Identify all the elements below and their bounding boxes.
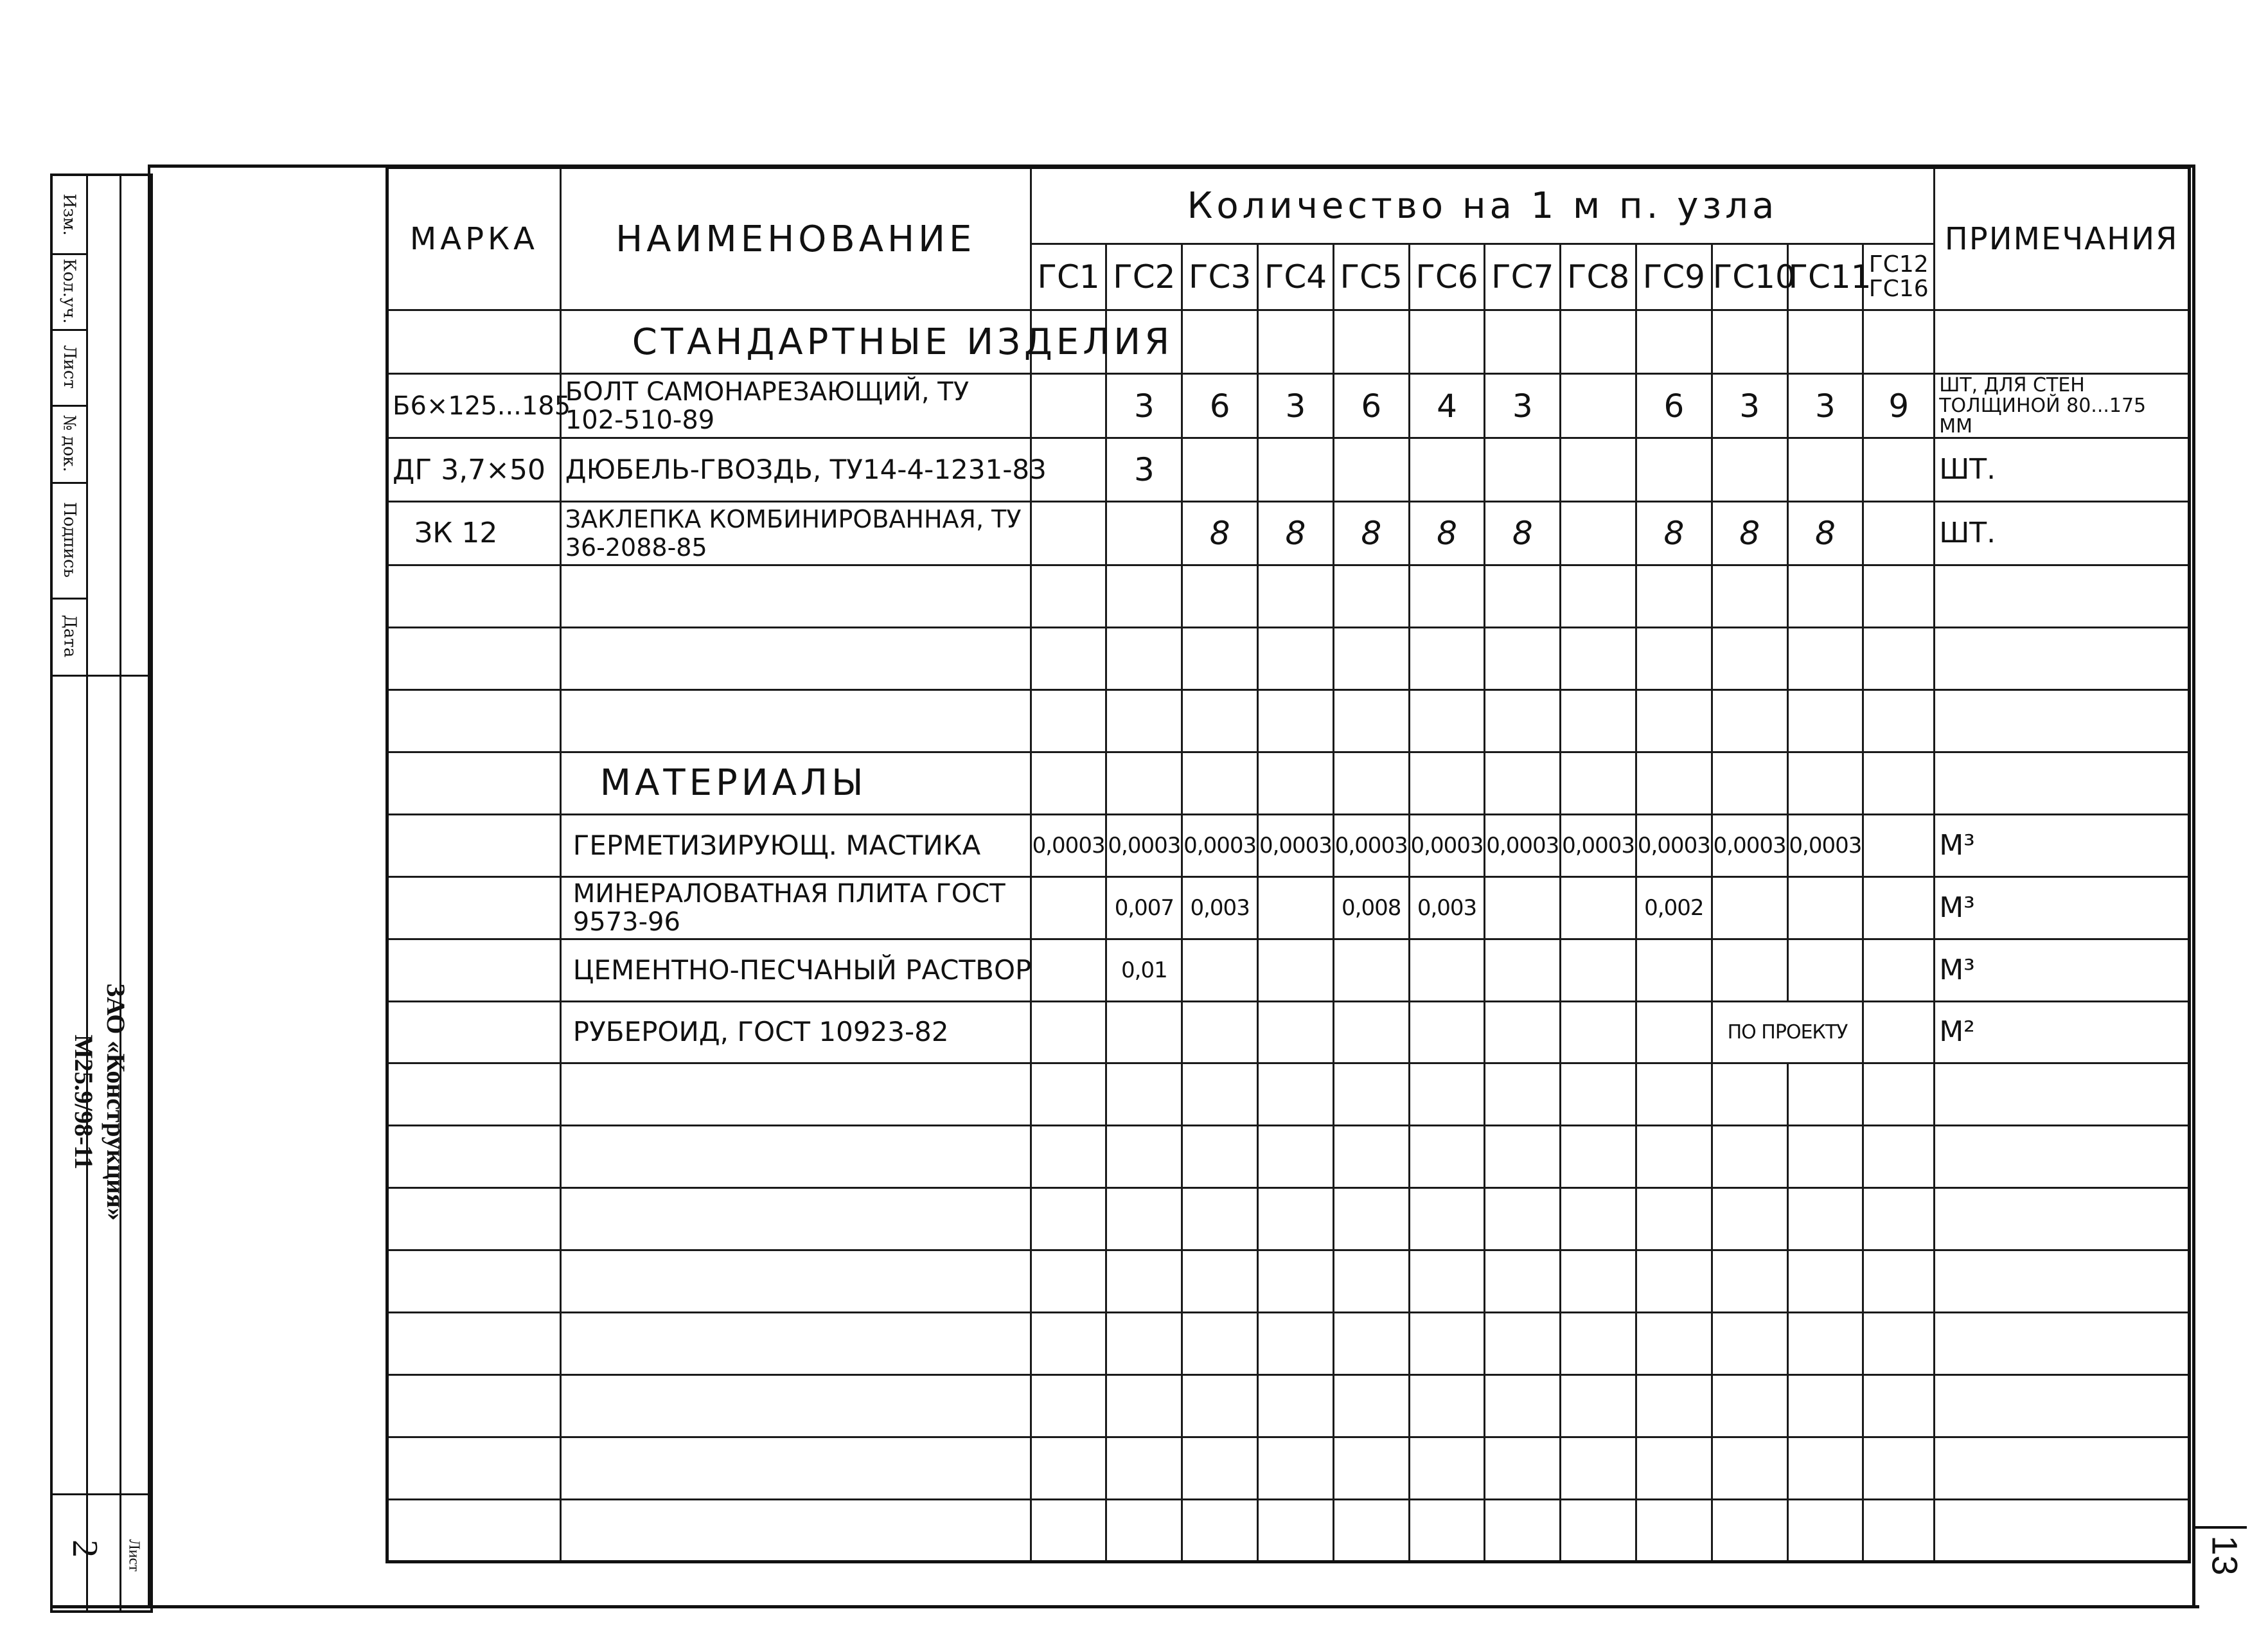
qty-cell: 0,0003	[1636, 814, 1712, 876]
qty-cell: 8	[1636, 501, 1712, 565]
qty-cell	[1409, 939, 1485, 1001]
qty-cell: 4	[1409, 374, 1485, 438]
material-name: ГЕРМЕТИЗИРУЮЩ. МАСТИКА	[560, 814, 1031, 876]
qty-cell	[1031, 501, 1106, 565]
qty-cell: 8	[1182, 501, 1258, 565]
qty-cell	[1863, 876, 1935, 939]
table-row	[387, 438, 2190, 502]
qty-col-gs4: ГС4	[1258, 244, 1334, 310]
qty-cell	[1333, 939, 1409, 1001]
qty-cell	[1258, 438, 1334, 502]
qty-cell	[1863, 814, 1935, 876]
qty-cell	[1333, 438, 1409, 502]
qty-cell	[1485, 939, 1561, 1001]
qty-cell	[1182, 939, 1258, 1001]
qty-cell: 0,0003	[1787, 814, 1863, 876]
material-unit: М²	[1935, 1001, 2190, 1063]
qty-col-gs2: ГС2	[1106, 244, 1182, 310]
stamp-label-signature: Подпись	[60, 502, 79, 578]
qty-col-gs12-gs16: ГС12 ГС16	[1863, 244, 1935, 310]
qty-cell	[1485, 438, 1561, 502]
material-name: РУБЕРОИД, ГОСТ 10923-82	[560, 1001, 1031, 1063]
row-note: ШТ, ДЛЯ СТЕН ТОЛЩИНОЙ 80...175 ММ	[1935, 374, 2190, 438]
qty-cell	[1106, 501, 1182, 565]
qty-cell: 0,0003	[1182, 814, 1258, 876]
table-row	[387, 501, 2190, 565]
qty-cell: 0,0003	[1258, 814, 1334, 876]
qty-cell	[1636, 438, 1712, 502]
stamp-label-change: Изм.	[60, 193, 79, 236]
qty-cell: 9	[1863, 374, 1935, 438]
qty-cell	[1787, 438, 1863, 502]
material-unit: М³	[1935, 939, 2190, 1001]
qty-cell: 8	[1258, 501, 1334, 565]
qty-cell: 8	[1485, 501, 1561, 565]
table-row	[387, 814, 2190, 876]
row-name: ЗАКЛЕПКА КОМБИНИРОВАННАЯ, ТУ 36-2088-85	[560, 501, 1031, 565]
stamp-label-sheet: Лист	[60, 345, 80, 389]
qty-cell: 0,0003	[1106, 814, 1182, 876]
stamp-label-doc: № док.	[60, 414, 80, 472]
stamp-label-date: Дата	[60, 614, 79, 658]
header-mark: МАРКА	[387, 168, 561, 310]
qty-cell	[1863, 501, 1935, 565]
qty-cell	[1712, 939, 1787, 1001]
row-name: ДЮБЕЛЬ-ГВОЗДЬ, ТУ14-4-1231-83	[560, 438, 1031, 502]
table-row	[387, 939, 2190, 1001]
qty-cell	[1561, 374, 1636, 438]
qty-col-gs7: ГС7	[1485, 244, 1561, 310]
qty-col-gs1: ГС1	[1031, 244, 1106, 310]
qty-cell	[1561, 939, 1636, 1001]
qty-cell: 3	[1712, 374, 1787, 438]
by-project-note: ПО ПРОЕКТУ	[1712, 1001, 1863, 1063]
qty-cell: 6	[1182, 374, 1258, 438]
qty-cell	[1031, 939, 1106, 1001]
material-name: ЦЕМЕНТНО-ПЕСЧАНЫЙ РАСТВОР	[560, 939, 1031, 1001]
qty-cell	[1031, 374, 1106, 438]
qty-cell	[1712, 876, 1787, 939]
qty-cell: 6	[1636, 374, 1712, 438]
qty-cell: 0,0003	[1409, 814, 1485, 876]
material-unit: М³	[1935, 876, 2190, 939]
page-number: 13	[2204, 1534, 2246, 1576]
qty-cell: 0,007	[1106, 876, 1182, 939]
qty-col-gs10: ГС10	[1712, 244, 1787, 310]
qty-cell	[1561, 501, 1636, 565]
qty-cell: 8	[1712, 501, 1787, 565]
table-row	[387, 1001, 2190, 1063]
row-mark: Б6×125...185	[387, 374, 561, 438]
material-unit: М³	[1935, 814, 2190, 876]
qty-cell	[1258, 876, 1334, 939]
stamp-label-count: Кол.уч.	[60, 258, 79, 324]
qty-cell: 0,01	[1106, 939, 1182, 1001]
qty-cell: 8	[1333, 501, 1409, 565]
qty-cell	[1485, 876, 1561, 939]
qty-cell	[1561, 876, 1636, 939]
qty-cell	[1712, 438, 1787, 502]
header-quantity: Количество на 1 м п. узла	[1031, 168, 1935, 244]
qty-cell: 0,003	[1409, 876, 1485, 939]
section-standard-items: СТАНДАРТНЫЕ ИЗДЕЛИЯ	[560, 310, 1031, 374]
qty-cell: 3	[1258, 374, 1334, 438]
qty-cell: 0,0003	[1333, 814, 1409, 876]
qty-cell: 3	[1485, 374, 1561, 438]
qty-cell	[1258, 939, 1334, 1001]
qty-cell: 0,0003	[1561, 814, 1636, 876]
qty-col-gs5: ГС5	[1333, 244, 1409, 310]
sheet-number: 2	[65, 1540, 105, 1558]
row-name: БОЛТ САМОНАРЕЗАЮЩИЙ, ТУ 102-510-89	[560, 374, 1031, 438]
qty-col-gs11: ГС11	[1787, 244, 1863, 310]
qty-cell	[1031, 876, 1106, 939]
section-materials: МАТЕРИАЛЫ	[560, 752, 1031, 814]
qty-cell	[1636, 939, 1712, 1001]
qty-col-gs9: ГС9	[1636, 244, 1712, 310]
bottom-frame-line	[50, 1605, 2199, 1608]
right-frame-line	[2192, 164, 2195, 1608]
sheet-label: Лист	[125, 1538, 143, 1572]
qty-cell: 3	[1787, 374, 1863, 438]
specification-table	[385, 166, 2191, 1563]
qty-cell: 6	[1333, 374, 1409, 438]
header-notes: ПРИМЕЧАНИЯ	[1935, 168, 2190, 310]
table-row	[387, 374, 2190, 438]
qty-col-gs3: ГС3	[1182, 244, 1258, 310]
qty-cell: 3	[1106, 374, 1182, 438]
row-note: ШТ.	[1935, 501, 2190, 565]
qty-cell: 0,003	[1182, 876, 1258, 939]
qty-col-gs8: ГС8	[1561, 244, 1636, 310]
row-mark: ДГ 3,7×50	[387, 438, 561, 502]
row-mark: ЗК 12	[387, 501, 561, 565]
qty-cell: 0,008	[1333, 876, 1409, 939]
revision-stamp	[50, 173, 153, 1613]
qty-cell: 3	[1106, 438, 1182, 502]
organization-code: ЗАО «Конструкция» M25.9/98-11	[69, 983, 131, 1221]
qty-cell	[1409, 438, 1485, 502]
material-name: МИНЕРАЛОВАТНАЯ ПЛИТА ГОСТ 9573-96	[560, 876, 1031, 939]
qty-cell: 0,0003	[1712, 814, 1787, 876]
qty-cell: 8	[1409, 501, 1485, 565]
qty-col-gs6: ГС6	[1409, 244, 1485, 310]
qty-cell	[1561, 438, 1636, 502]
qty-cell	[1863, 438, 1935, 502]
qty-cell: 8	[1787, 501, 1863, 565]
qty-cell	[1787, 876, 1863, 939]
qty-cell	[1863, 939, 1935, 1001]
qty-cell: 0,0003	[1485, 814, 1561, 876]
qty-cell: 0,002	[1636, 876, 1712, 939]
qty-cell	[1787, 939, 1863, 1001]
qty-cell: 0,0003	[1031, 814, 1106, 876]
table-row	[387, 876, 2190, 939]
header-name: НАИМЕНОВАНИЕ	[560, 168, 1031, 310]
row-note: ШТ.	[1935, 438, 2190, 502]
qty-cell	[1182, 438, 1258, 502]
